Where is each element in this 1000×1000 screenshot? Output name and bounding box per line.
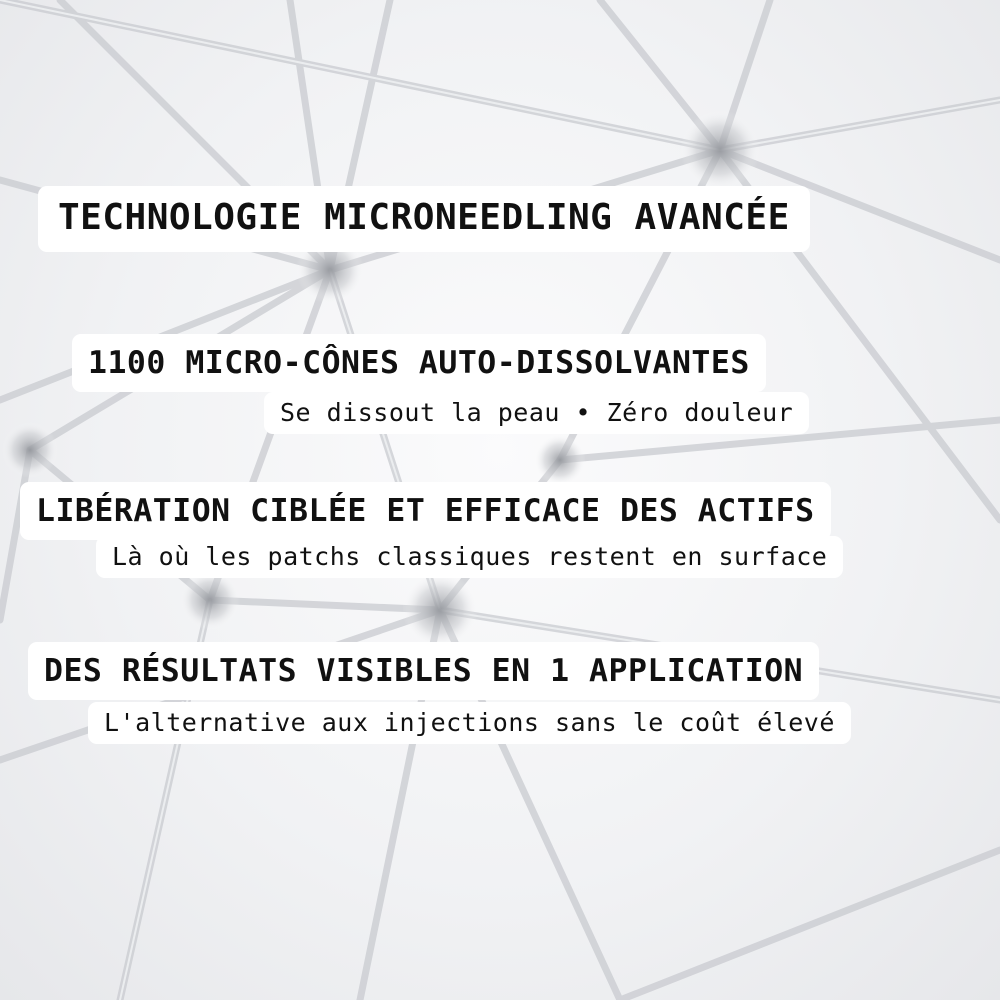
feature-title-liberation: LIBÉRATION CIBLÉE ET EFFICACE DES ACTIFS (20, 482, 831, 540)
feature-subtitle-liberation: Là où les patchs classiques restent en surface (96, 536, 843, 578)
feature-subtitle-micro-cones: Se dissout la peau • Zéro douleur (264, 392, 809, 434)
feature-title-micro-cones: 1100 MICRO-CÔNES AUTO-DISSOLVANTES (72, 334, 766, 392)
headline-banner: TECHNOLOGIE MICRONEEDLING AVANCÉE (38, 186, 810, 252)
feature-subtitle-resultats: L'alternative aux injections sans le coût élevé (88, 702, 851, 744)
feature-title-resultats: DES RÉSULTATS VISIBLES EN 1 APPLICATION (28, 642, 819, 700)
